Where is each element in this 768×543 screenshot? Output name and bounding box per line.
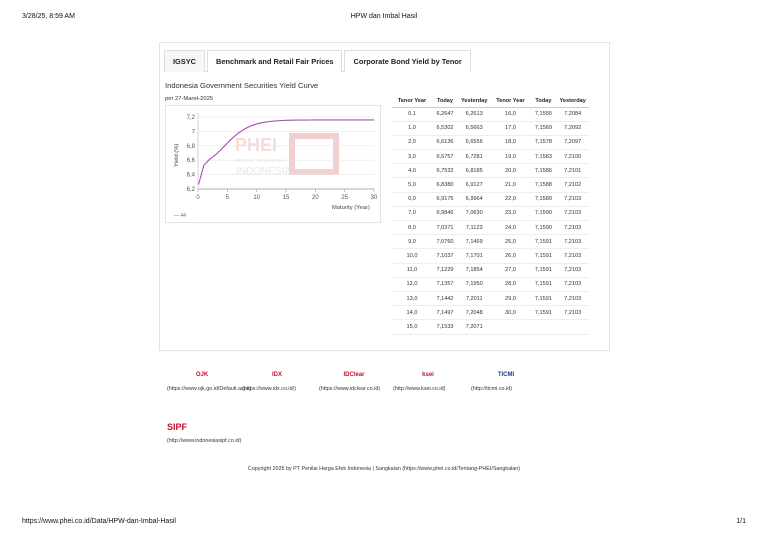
y-axis-title: Yield (%): [174, 143, 180, 167]
print-page-title: HPW dan Imbal Hasil: [350, 13, 418, 20]
table-row: [392, 291, 589, 305]
table-cell: 6,5663: [458, 121, 490, 135]
idx-mark: IDX: [271, 372, 282, 378]
logo-ticmi[interactable]: [471, 366, 541, 392]
x-tick-label: 0: [196, 195, 200, 201]
table-cell: 7,2071: [458, 320, 490, 334]
chart-svg: [166, 106, 382, 224]
watermark-frame: [292, 136, 336, 172]
chart-title: Indonesia Government Securities Yield Curve: [165, 81, 319, 90]
table-cell: 7,1701: [458, 249, 490, 263]
partner-logos: [165, 366, 545, 456]
logo-indonesiasipf[interactable]: [167, 418, 287, 444]
table-cell: 7,0: [392, 206, 432, 220]
table-cell: 7,1591: [530, 249, 556, 263]
table-cell: 7,2084: [556, 107, 588, 121]
ksei-logo-icon: [393, 366, 463, 384]
x-tick-label: 20: [311, 195, 319, 201]
table-cell: 6,2613: [458, 107, 490, 121]
table-row: [392, 263, 589, 277]
idclear-mark: IDClear: [343, 372, 365, 378]
table-cell: 5,0: [392, 178, 432, 192]
table-cell: 7,2102: [556, 178, 588, 192]
table-row: [392, 235, 589, 249]
x-tick-label: 25: [341, 195, 349, 201]
table-row: [392, 178, 589, 192]
table-cell: 6,0: [392, 192, 432, 206]
table-cell: 7,0371: [432, 221, 458, 235]
table-cell: 7,1950: [458, 277, 490, 291]
print-header: [22, 13, 746, 23]
table-cell: 9,0: [392, 235, 432, 249]
print-datetime: 3/28/25, 8:59 AM: [22, 13, 75, 20]
x-tick-label: 15: [282, 195, 290, 201]
table-row: [392, 320, 589, 334]
table-cell: 28,0: [490, 277, 530, 291]
table-cell: 4,0: [392, 164, 432, 178]
ojk-mark: OJK: [195, 372, 209, 378]
logo-idclear[interactable]: [319, 366, 389, 392]
table-cell: 25,0: [490, 235, 530, 249]
ojk-link[interactable]: (https://www.ojk.go.id/Default.aspx): [167, 386, 252, 392]
table-cell: 26,0: [490, 249, 530, 263]
table-cell: 6,9127: [458, 178, 490, 192]
tab-benchmark-retail-fair-prices[interactable]: Benchmark and Retail Fair Prices: [207, 50, 342, 72]
table-cell: 21,0: [490, 178, 530, 192]
table-cell: 13,0: [392, 291, 432, 305]
ksei-mark: ksei: [422, 372, 434, 378]
table-row: [392, 221, 589, 235]
table-cell: 14,0: [392, 306, 432, 320]
table-cell: 7,2103: [556, 277, 588, 291]
table-cell: 7,1442: [432, 291, 458, 305]
table-row: [392, 121, 589, 135]
table-cell: 7,2103: [556, 306, 588, 320]
table-row: [392, 206, 589, 220]
table-row: [392, 150, 589, 164]
logo-ksei[interactable]: [393, 366, 463, 392]
idclear-link[interactable]: (https://www.idclear.co.id): [319, 386, 381, 392]
table-cell: 12,0: [392, 277, 432, 291]
table-cell: 6,5302: [432, 121, 458, 135]
y-tick-label: 7,2: [186, 115, 195, 121]
watermark-sub1: PENILAI HARGA EFEK: [236, 158, 284, 163]
table-cell: 7,1588: [530, 178, 556, 192]
chart-legend[interactable]: — 44: [174, 213, 186, 219]
table-header-row: [392, 95, 589, 107]
idx-logo-icon: [242, 366, 312, 384]
y-tick-label: 6,2: [186, 187, 195, 193]
table-cell: [530, 320, 556, 334]
table-cell: 7,1591: [530, 277, 556, 291]
yield-panel: [159, 42, 610, 351]
table-cell: 7,1590: [530, 221, 556, 235]
table-cell: 7,2100: [556, 150, 588, 164]
table-row: [392, 164, 589, 178]
tab-igsyc[interactable]: IGSYC: [164, 50, 205, 72]
table-cell: 17,0: [490, 121, 530, 135]
y-tick-label: 6,6: [186, 158, 195, 165]
table-cell: 7,2103: [556, 235, 588, 249]
table-cell: 7,1229: [432, 263, 458, 277]
ksei-link[interactable]: (http://www.ksei.co.id): [393, 386, 446, 392]
table-cell: 10,0: [392, 249, 432, 263]
table-cell: 18,0: [490, 135, 530, 149]
tab-corporate-bond-yield-by-tenor[interactable]: Corporate Bond Yield by Tenor: [344, 50, 470, 72]
table-cell: 15,0: [392, 320, 432, 334]
table-cell: 6,9846: [432, 206, 458, 220]
col-today: Today: [432, 95, 458, 107]
table-cell: 7,1357: [432, 277, 458, 291]
x-tick-label: 30: [370, 195, 378, 201]
col-tenor-year-2: Tenor Year: [490, 95, 530, 107]
table-row: [392, 192, 589, 206]
table-cell: 7,1586: [530, 164, 556, 178]
y-tick-label: 6,8: [186, 143, 195, 150]
copyright-notice: Copyright 2025 by PT Penilai Harga Efek Indonesia | Sangkalan (https://www.phei.co.id/Tentang-PHEI/Sangkalan): [247, 466, 521, 472]
table-cell: 7,2103: [556, 221, 588, 235]
table-row: [392, 306, 589, 320]
x-tick-label: 10: [253, 195, 261, 201]
tab-bar: [164, 50, 467, 72]
table-cell: 22,0: [490, 192, 530, 206]
table-cell: 7,1569: [530, 121, 556, 135]
table-cell: 6,9175: [432, 192, 458, 206]
print-footer: [22, 518, 746, 528]
table-cell: 16,0: [490, 107, 530, 121]
table-cell: 29,0: [490, 291, 530, 305]
table-cell: 7,1591: [530, 291, 556, 305]
table-cell: [556, 320, 588, 334]
ojk-logo-icon: [167, 366, 237, 384]
watermark-brand: PHEI: [235, 135, 278, 155]
table-row: [392, 135, 589, 149]
table-cell: 24,0: [490, 221, 530, 235]
y-tick-label: 7: [191, 129, 195, 136]
table-cell: [490, 320, 530, 334]
col-yesterday: Yesterday: [458, 95, 490, 107]
col-tenor-year: Tenor Year: [392, 95, 432, 107]
table-cell: 7,1533: [432, 320, 458, 334]
table-row: [392, 249, 589, 263]
table-cell: 7,1037: [432, 249, 458, 263]
table-cell: 7,2103: [556, 263, 588, 277]
table-cell: 23,0: [490, 206, 530, 220]
table-cell: 6,9964: [458, 192, 490, 206]
table-cell: 6,2647: [432, 107, 458, 121]
table-cell: 6,7532: [432, 164, 458, 178]
indonesiasipf-logo-icon: [167, 418, 287, 436]
x-tick-label: 5: [225, 195, 230, 201]
table-cell: 7,2092: [556, 121, 588, 135]
idclear-logo-icon: [319, 366, 389, 384]
x-axis-title: Maturity (Year): [332, 205, 370, 211]
table-cell: 7,2011: [458, 291, 490, 305]
logo-ojk[interactable]: [167, 366, 252, 392]
table-cell: 6,8185: [458, 164, 490, 178]
table-cell: 7,2103: [556, 291, 588, 305]
table-cell: 7,1591: [530, 263, 556, 277]
ticmi-logo-icon: [471, 366, 541, 384]
indonesiasipf-link[interactable]: (http://www.indonesiasipf.co.id): [167, 438, 242, 444]
logo-idx[interactable]: [242, 366, 312, 392]
phei-watermark: [235, 135, 336, 177]
table-cell: 7,2103: [556, 206, 588, 220]
table-cell: 7,2103: [556, 249, 588, 263]
table-cell: 7,2101: [556, 164, 588, 178]
table-cell: 20,0: [490, 164, 530, 178]
yield-curve-chart: [165, 105, 381, 223]
table-cell: 7,2048: [458, 306, 490, 320]
table-cell: 7,0760: [432, 235, 458, 249]
table-cell: 6,7281: [458, 150, 490, 164]
table-cell: 7,1591: [530, 235, 556, 249]
table-cell: 7,1589: [530, 192, 556, 206]
idx-link[interactable]: (https://www.idx.co.id/): [242, 386, 296, 392]
table-cell: 7,0630: [458, 206, 490, 220]
table-cell: 7,1583: [530, 150, 556, 164]
table-cell: 7,1469: [458, 235, 490, 249]
ticmi-link[interactable]: (http://ticmi.co.id): [471, 386, 513, 392]
table-cell: 8,0: [392, 221, 432, 235]
print-url: https://www.phei.co.id/Data/HPW-dan-Imbal-Hasil: [22, 518, 176, 525]
table-cell: 7,1591: [530, 306, 556, 320]
print-page-number: 1/1: [736, 518, 746, 525]
table-cell: 7,1590: [530, 206, 556, 220]
table-cell: 7,1123: [458, 221, 490, 235]
table-cell: 2,0: [392, 135, 432, 149]
table-cell: 6,6556: [458, 135, 490, 149]
yield-table: [392, 95, 589, 335]
table-cell: 6,6757: [432, 150, 458, 164]
table-cell: 30,0: [490, 306, 530, 320]
ticmi-mark: TICMI: [497, 372, 515, 378]
table-cell: 7,1555: [530, 107, 556, 121]
table-cell: 7,2097: [556, 135, 588, 149]
table-row: [392, 277, 589, 291]
table-cell: 7,1578: [530, 135, 556, 149]
table-cell: 19,0: [490, 150, 530, 164]
table-cell: 27,0: [490, 263, 530, 277]
table-row: [392, 107, 589, 121]
table-cell: 7,1854: [458, 263, 490, 277]
chart-date: per 27-Maret-2025: [165, 96, 214, 102]
col-today-2: Today: [530, 95, 556, 107]
col-yesterday-2: Yesterday: [556, 95, 588, 107]
table-cell: 7,2103: [556, 192, 588, 206]
watermark-sub2: INDONESIA: [236, 166, 292, 177]
table-cell: 1,0: [392, 121, 432, 135]
table-cell: 6,6136: [432, 135, 458, 149]
table-cell: 6,8380: [432, 178, 458, 192]
table-cell: 7,1497: [432, 306, 458, 320]
table-cell: 0,1: [392, 107, 432, 121]
sipf-mark: SIPF: [167, 422, 188, 432]
table-cell: 11,0: [392, 263, 432, 277]
y-tick-label: 6,4: [186, 172, 195, 179]
table-cell: 3,0: [392, 150, 432, 164]
